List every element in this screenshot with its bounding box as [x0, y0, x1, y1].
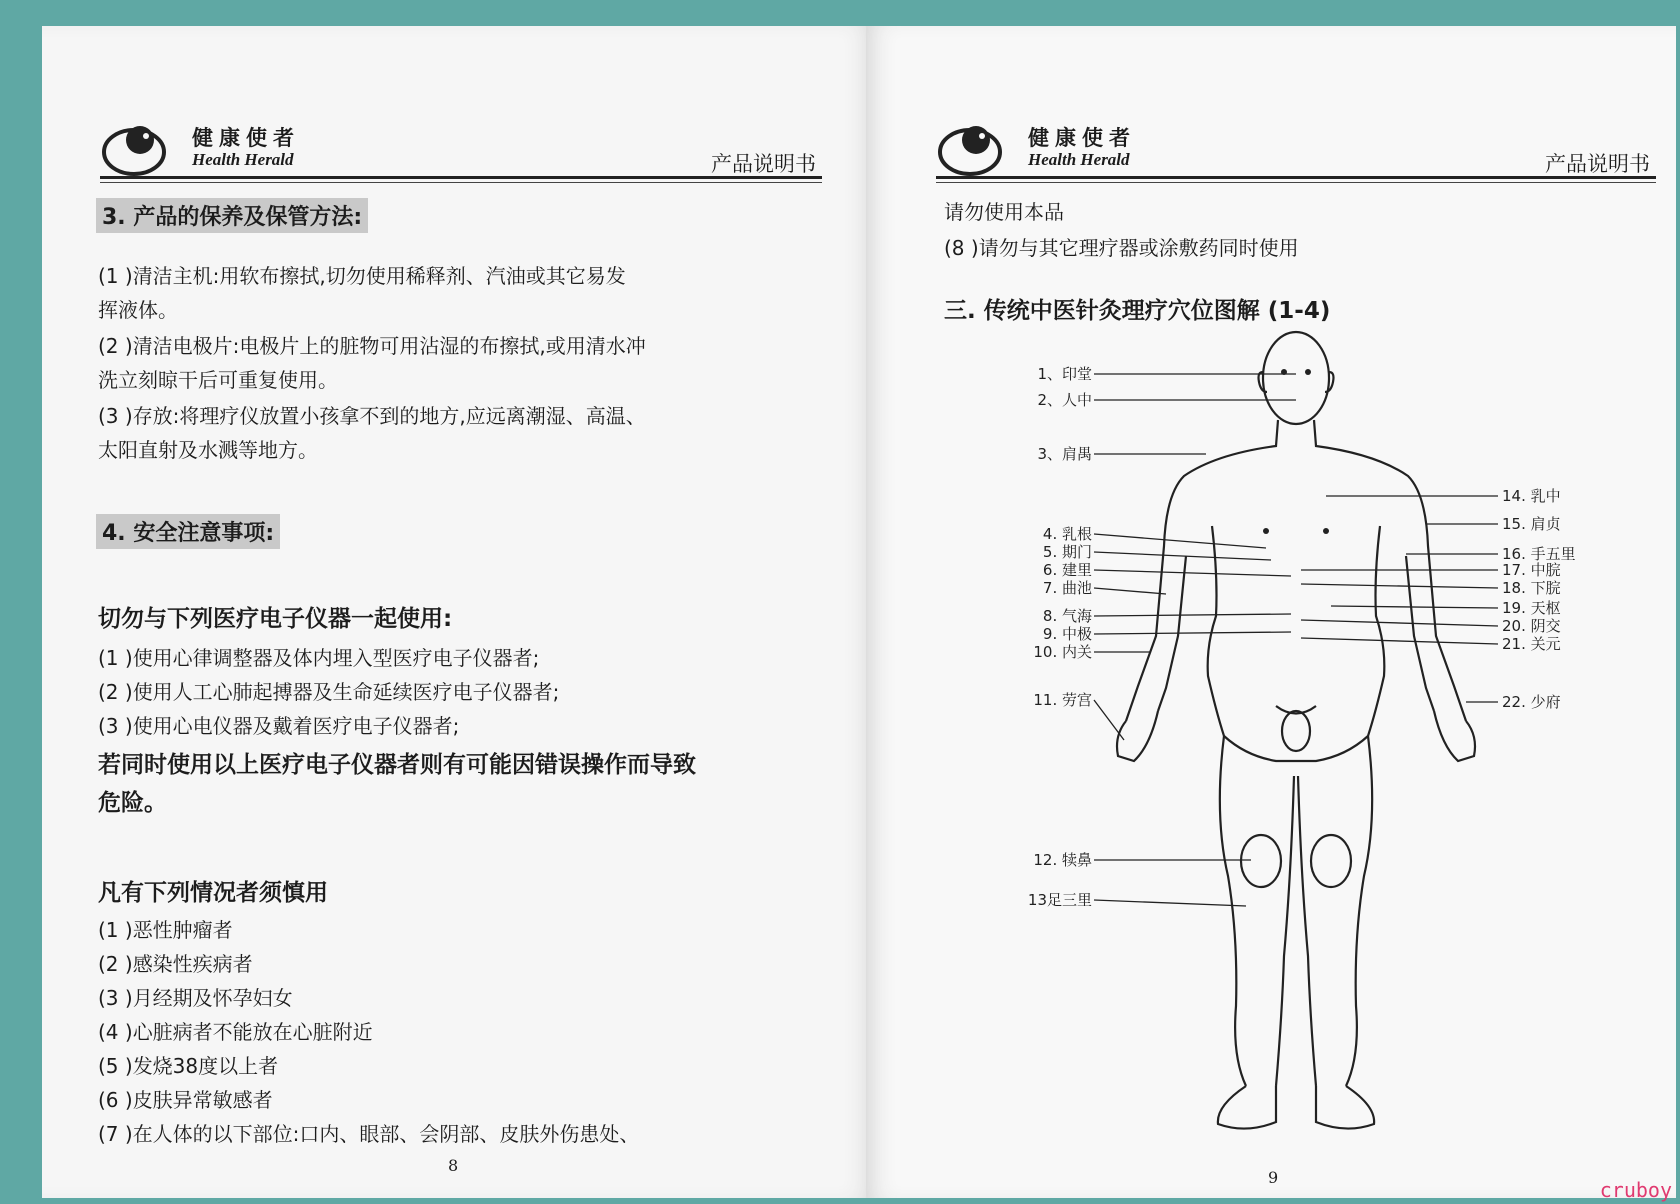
acupoint-label: 8. 气海	[1042, 607, 1092, 625]
watermark: cruboy	[1599, 1178, 1672, 1202]
continued-line: 请勿使用本品	[944, 200, 1064, 224]
header-rule	[100, 176, 822, 179]
brand-name-en: Health Herald	[192, 150, 294, 169]
warning-item: (1 )使用心律调整器及体内埋入型医疗电子仪器者;	[98, 646, 540, 670]
acupoint-label: 4. 乳根	[1042, 525, 1092, 543]
acupoint-label: 6. 建里	[1042, 561, 1092, 579]
acupoint-diagram	[866, 316, 1676, 1176]
acupoint-label: 10. 内关	[1033, 643, 1092, 661]
header-rule-thin	[936, 182, 1656, 183]
acupoint-label: 3、肩禺	[1037, 445, 1092, 463]
care-line: (1 )清洁主机:用软布擦拭,切勿使用稀释剂、汽油或其它易发	[98, 264, 626, 288]
brand-name-cn: 健康使者	[192, 126, 300, 150]
brand-logo-icon	[936, 118, 1008, 178]
acupoint-label: 14. 乳中	[1502, 487, 1561, 505]
care-line: 洗立刻晾干后可重复使用。	[98, 368, 338, 392]
face-features	[1263, 369, 1329, 534]
warning-heading: 切勿与下列医疗电子仪器一起使用:	[98, 606, 453, 632]
caution-item: (3 )月经期及怀孕妇女	[98, 986, 293, 1010]
caution-item: (7 )在人体的以下部位:口内、眼部、会阴部、皮肤外伤患处、	[98, 1122, 640, 1146]
section3-title: 3. 产品的保养及保管方法:	[96, 198, 368, 233]
warning-item: (3 )使用心电仪器及戴着医疗电子仪器者;	[98, 714, 460, 738]
right-page	[866, 26, 1676, 1198]
manual-title: 产品说明书	[1545, 152, 1650, 176]
caution-item: (4 )心脏病者不能放在心脏附近	[98, 1020, 373, 1044]
danger-line: 若同时使用以上医疗电子仪器者则有可能因错误操作而导致	[98, 752, 696, 778]
body-outline	[1117, 332, 1475, 1129]
manual-title: 产品说明书	[711, 152, 816, 176]
caution-heading: 凡有下列情况者须慎用	[98, 880, 328, 906]
acupoint-label: 13足三里	[1027, 891, 1092, 909]
acupoint-label: 18. 下脘	[1502, 579, 1561, 597]
acupoint-label: 11. 劳宫	[1033, 691, 1092, 709]
page-number: 8	[448, 1156, 459, 1175]
brand-name-cn: 健康使者	[1028, 126, 1136, 150]
page-number: 9	[1268, 1168, 1279, 1187]
acupoint-label: 21. 关元	[1502, 635, 1561, 653]
care-line: 挥液体。	[98, 298, 178, 322]
brand-name-en: Health Herald	[1028, 150, 1130, 169]
caution-item: (6 )皮肤异常敏感者	[98, 1088, 273, 1112]
care-line: (2 )清洁电极片:电极片上的脏物可用沾湿的布擦拭,或用清水冲	[98, 334, 646, 358]
acupoint-label: 19. 天枢	[1502, 599, 1561, 617]
acupoint-label: 22. 少府	[1502, 693, 1561, 711]
caution-item: (5 )发烧38度以上者	[98, 1054, 279, 1078]
header-rule-thin	[100, 182, 822, 183]
caution-item: (1 )恶性肿瘤者	[98, 918, 233, 942]
warning-item: (2 )使用人工心肺起搏器及生命延续医疗电子仪器者;	[98, 680, 560, 704]
danger-line: 危险。	[98, 790, 167, 816]
care-line: (3 )存放:将理疗仪放置小孩拿不到的地方,应远离潮湿、高温、	[98, 404, 646, 428]
acupoint-label: 5. 期门	[1042, 543, 1092, 561]
caution-item: (2 )感染性疾病者	[98, 952, 253, 976]
acupoint-label: 15. 肩贞	[1502, 515, 1561, 533]
acupoint-label: 9. 中极	[1042, 625, 1092, 643]
acupoint-section-title: 三. 传统中医针灸理疗穴位图解 (1-4)	[944, 298, 1331, 324]
acupoint-label: 12. 犊鼻	[1033, 851, 1092, 869]
page-header	[100, 88, 822, 188]
acupoint-label: 16. 手五里	[1502, 545, 1576, 563]
acupoint-label: 17. 中脘	[1502, 561, 1561, 579]
acupoint-label: 20. 阴交	[1502, 617, 1561, 635]
page-header	[936, 88, 1656, 188]
acupoint-label: 2、人中	[1037, 391, 1092, 409]
acupoint-label: 1、印堂	[1037, 365, 1092, 383]
left-page	[42, 26, 874, 1198]
brand-logo-icon	[100, 118, 172, 178]
continued-line: (8 )请勿与其它理疗器或涂敷药同时使用	[944, 236, 1299, 260]
section4-title: 4. 安全注意事项:	[96, 514, 280, 549]
care-line: 太阳直射及水溅等地方。	[98, 438, 318, 462]
acupoint-label: 7. 曲池	[1042, 579, 1092, 597]
header-rule	[936, 176, 1656, 179]
